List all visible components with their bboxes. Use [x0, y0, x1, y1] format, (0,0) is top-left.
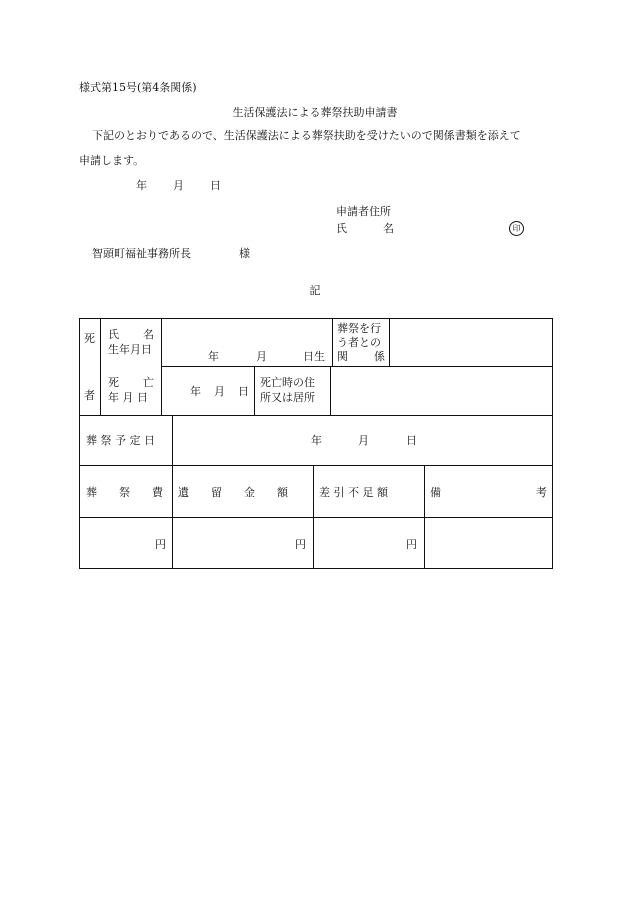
deceased-label-part-1: 死: [84, 332, 95, 345]
birth-month-label: 月: [256, 350, 267, 363]
relation-label-line-3: [337, 350, 385, 363]
death-date-label-line-2: 年 月 日: [108, 391, 148, 404]
application-form-table: [79, 318, 553, 569]
remarks-label: [430, 486, 547, 499]
birth-day-label: 日生: [303, 350, 325, 363]
death-label-part-a: 死: [108, 376, 119, 389]
estate-amount-yen-unit: 円: [295, 538, 306, 551]
addressee-honorific: 様: [239, 247, 250, 260]
address-at-death-label-line-2: 所又は居所: [260, 391, 315, 404]
ki-heading: 記: [309, 284, 321, 297]
application-date: [136, 179, 221, 193]
table-rule: [80, 465, 553, 466]
table-rule: [424, 465, 425, 569]
intro-text-line-2: 申請します。: [79, 154, 145, 167]
birth-year-label: 年: [208, 350, 219, 363]
shortfall-amount-label: 差 引 不 足 額: [319, 486, 388, 499]
addressee: [92, 247, 250, 261]
date-year-label: 年: [136, 179, 147, 192]
table-rule: [80, 517, 553, 518]
table-rule: [330, 366, 331, 415]
table-rule: [332, 319, 333, 366]
name-label-part-1: 氏: [108, 328, 119, 341]
relation-label-line-2: う者との: [337, 336, 381, 349]
shortfall-amount-yen-unit: 円: [406, 538, 417, 551]
relation-label-part-a: 関: [337, 350, 348, 363]
table-rule: [313, 465, 314, 569]
relation-label-line-1: 葬祭を行: [337, 322, 381, 335]
date-month-label: 月: [173, 179, 184, 192]
funeral-date-label: 葬 祭 予 定 日: [86, 434, 155, 447]
deceased-name-label: [108, 328, 154, 341]
applicant-name-label: [336, 222, 394, 236]
name-label-part-2: 名: [383, 222, 394, 235]
funeral-cost-yen-unit: 円: [155, 538, 166, 551]
death-day-label: 日: [238, 385, 249, 398]
death-month-label: 月: [214, 385, 225, 398]
table-rule: [161, 366, 553, 367]
intro-text-line-1: 下記のとおりであるので、生活保護法による葬祭扶助を受けたいので関係書類を添えて: [92, 129, 521, 142]
deceased-label-part-2: 者: [84, 389, 95, 402]
seal-mark-icon: 印: [509, 221, 524, 236]
funeral-day-label: 日: [406, 434, 417, 447]
relation-label-part-b: 係: [374, 350, 385, 363]
death-date-label-line-1: [108, 376, 154, 389]
funeral-cost-label: 葬 祭 費: [86, 486, 163, 499]
date-day-label: 日: [210, 179, 221, 192]
remarks-label-part-1: 備: [430, 486, 441, 499]
address-at-death-label-line-1: 死亡時の住: [260, 376, 315, 389]
estate-amount-label: 遺 留 金 額: [178, 486, 288, 499]
table-rule: [254, 366, 255, 415]
name-label-part-2: 名: [143, 328, 154, 341]
addressee-office: 智頭町福祉事務所長: [92, 247, 191, 260]
funeral-month-label: 月: [358, 434, 369, 447]
form-number: 様式第15号(第4条関係): [79, 81, 197, 94]
death-year-label: 年: [190, 385, 201, 398]
table-rule: [100, 319, 101, 415]
table-rule: [172, 415, 173, 569]
applicant-address-label: 申請者住所: [336, 205, 391, 218]
remarks-label-part-2: 考: [536, 486, 547, 499]
table-rule: [161, 319, 162, 415]
name-label-part-1: 氏: [336, 222, 347, 235]
funeral-year-label: 年: [311, 434, 322, 447]
death-label-part-b: 亡: [143, 376, 154, 389]
table-rule: [389, 319, 390, 366]
birthdate-label: 生年月日: [108, 343, 152, 356]
document-title: 生活保護法による葬祭扶助申請書: [232, 106, 398, 119]
table-rule: [80, 415, 553, 416]
